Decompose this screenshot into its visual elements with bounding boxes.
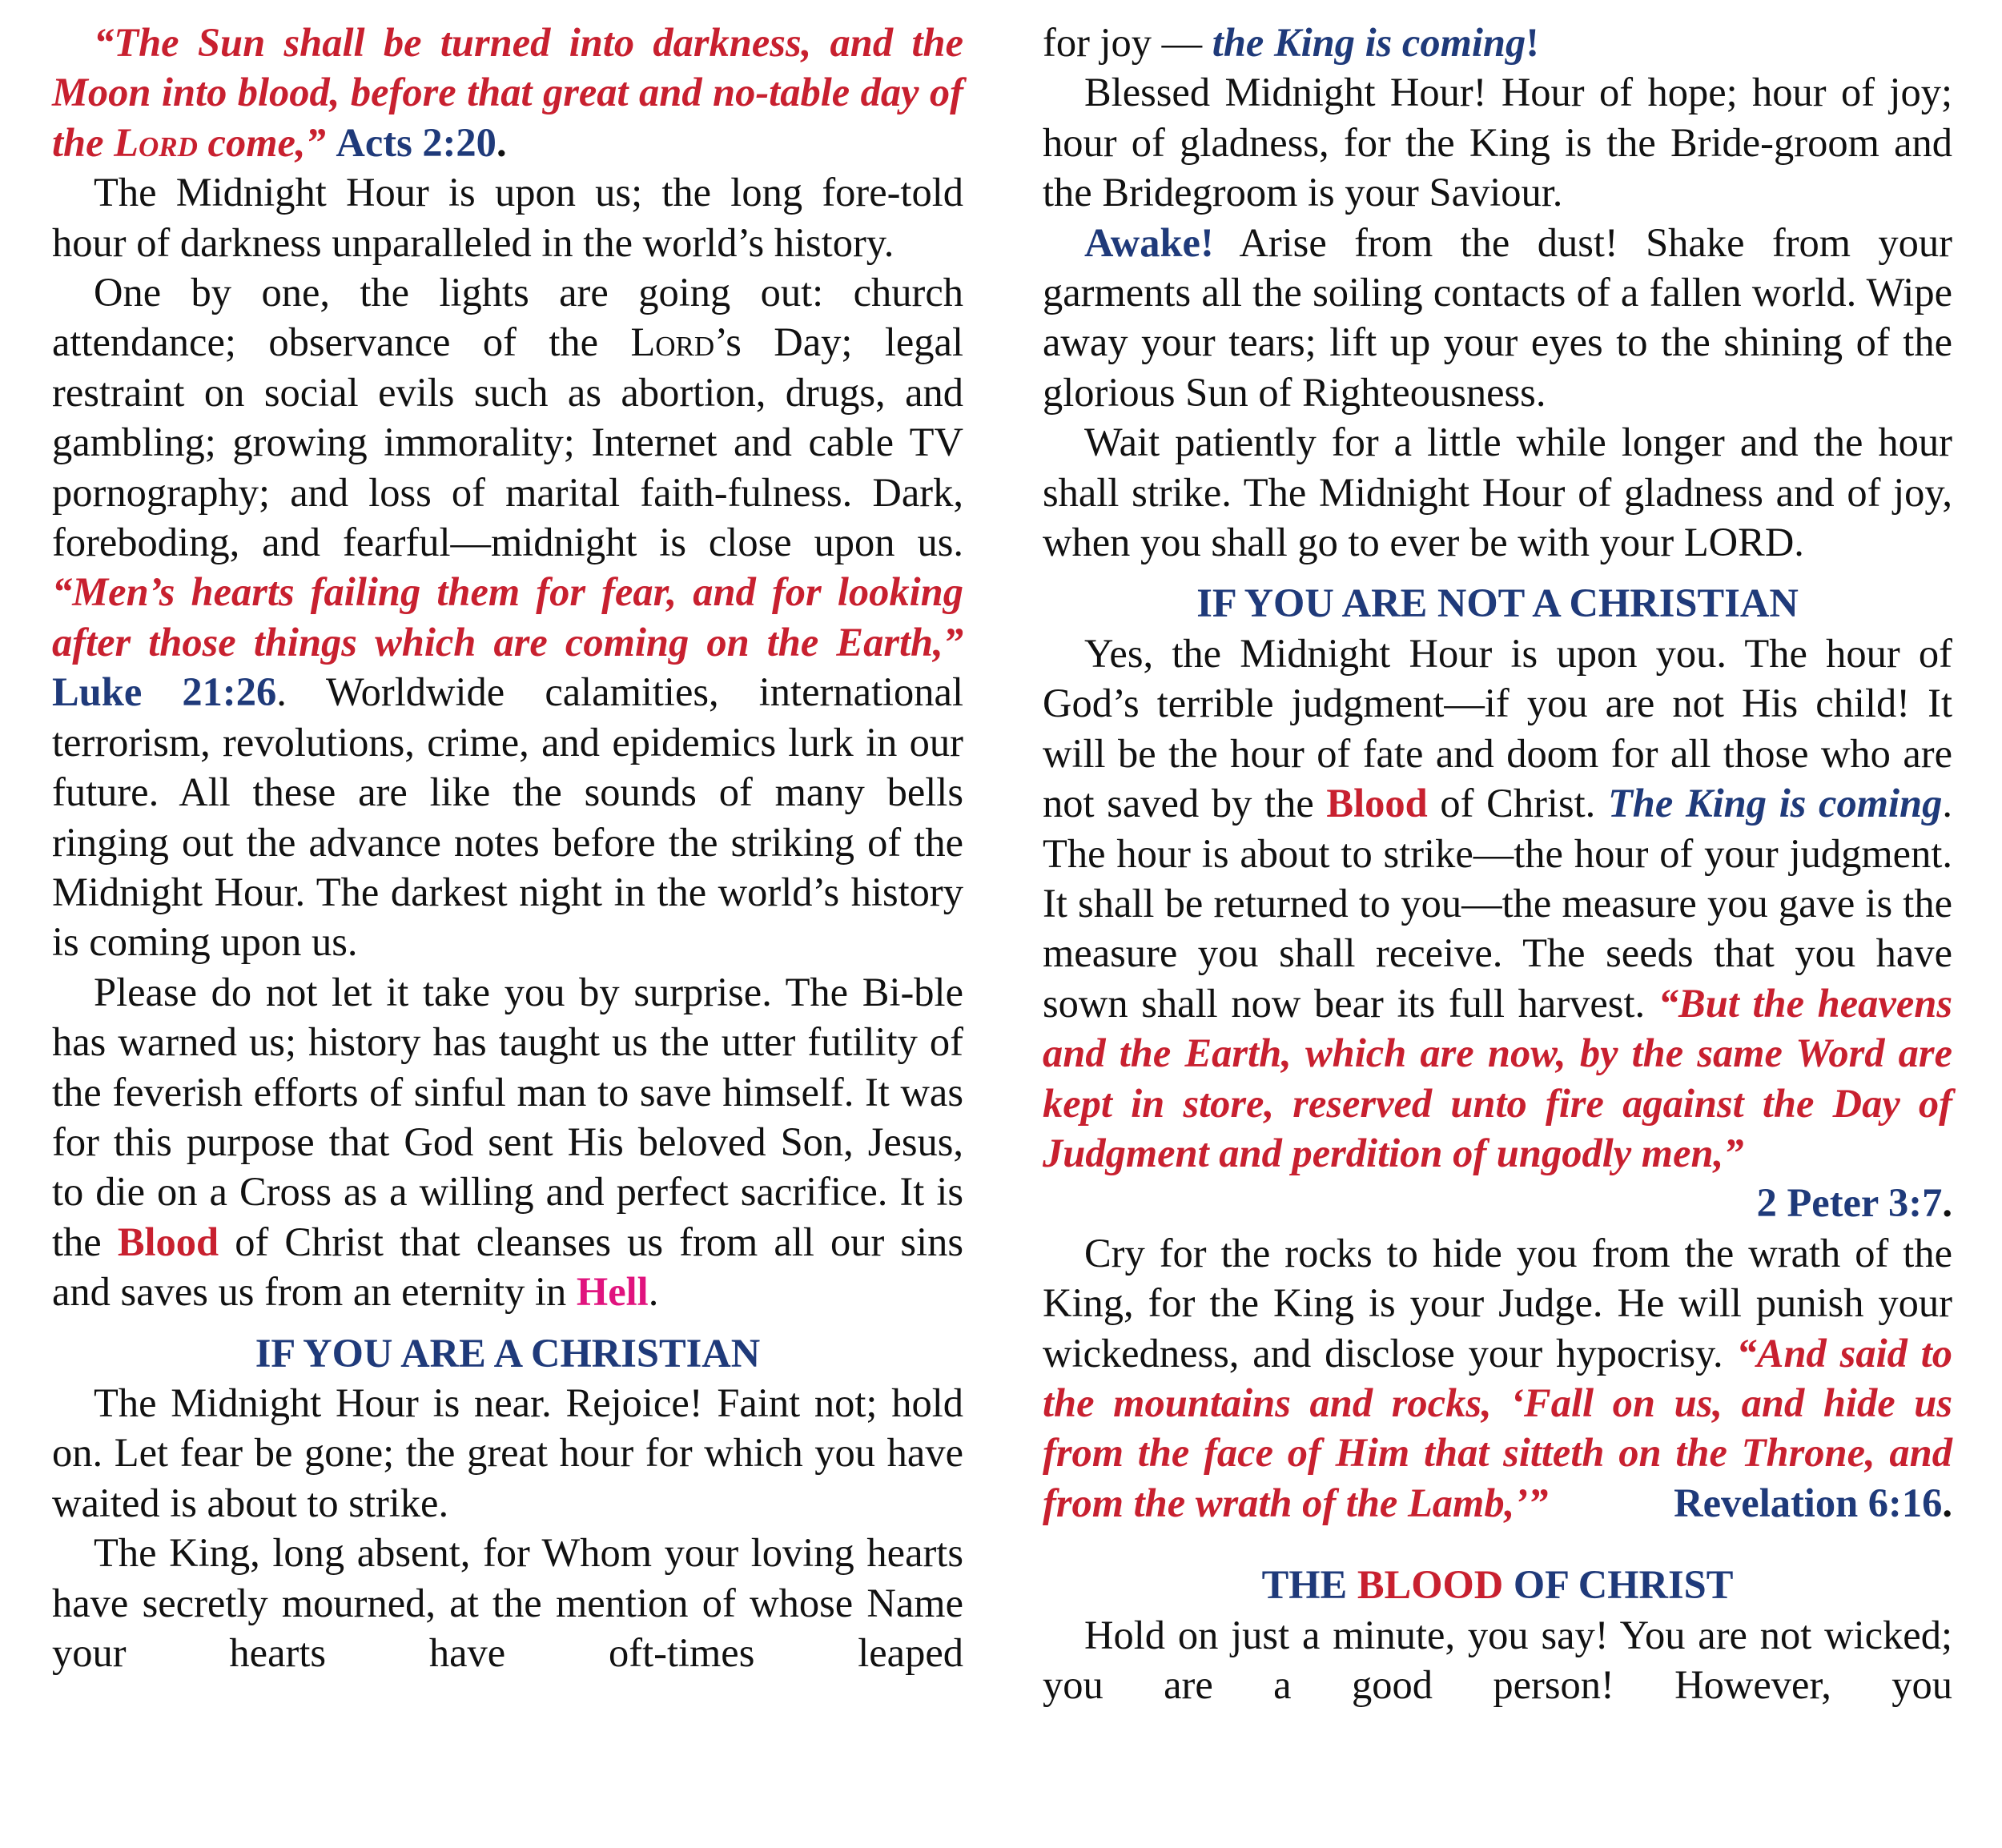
left-column <box>52 18 963 1677</box>
opening-scripture-paragraph: “The Sun shall be turned into darkness, and the Moon into blood, before that great and no-table day of the Lord come,” Acts 2:20. <box>52 20 963 165</box>
revelation-reference: Revelation 6:16 <box>1674 1480 1943 1525</box>
acts-quote: “The Sun shall be turned into darkness, and the Moon into blood, before that great and no-table day of the Lord come,” <box>52 20 963 165</box>
peter-reference: 2 Peter 3:7 <box>1756 1180 1943 1226</box>
king-absent-paragraph: The King, long absent, for Whom your loving hearts have secretly mourned, at the mention of whose Name your hearts have oft-times leaped <box>52 1530 963 1675</box>
judgment-paragraph: Yes, the Midnight Hour is upon you. The hour of God’s terrible judgment—if you are not His child! It will be the hour of fate and doom for all those who are not saved by the Blood of Christ. The King is coming. The hour is about to strike—the hour of your judgment. It shall be returned to you—the measure you gave is the measure you shall receive. The seeds that you have sown shall now bear its full harvest. “But the heavens and the Earth, which are now, by the same Word are kept in store, reserved unto fire against the Day of Judgment and perdition of ungodly men,” <box>1043 630 1952 1175</box>
acts-reference: Acts 2:20 <box>336 119 496 165</box>
wait-patiently-paragraph: Wait patiently for a little while longer and the hour shall strike. The Midnight Hour of gladness and of joy, when you shall go to ever be with your LORD. <box>1043 420 1952 565</box>
rocks-paragraph: Cry for the rocks to hide you from the wrath of the King, for the King is your Judge. He will punish your wickedness, and disclose your hypocrisy. “And said to the mountains and rocks, ‘Fall on us, and hide us from the face of Him that sitteth on the Throne, and from the wrath of the Lamb,’” Revelation 6:16. <box>1043 1230 1953 1525</box>
lights-going-out-paragraph: One by one, the lights are going out: church attendance; observance of the Lord’s Day; legal restraint on social evils such as abortion, drugs, and gambling; growing immorality; Internet and cable TV pornography; and loss of marital faith-fulness. Dark, foreboding, and fearful—midnight is close upon us. “Men’s hearts failing them for fear, and for looking after those things which are coming on the Earth,” Luke 21:26. Worldwide calamities, international terrorism, revolutions, crime, and epidemics lurk in our future. All these are like the sounds of many bells ringing out the advance notes before the striking of the Midnight Hour. The darkest night in the world’s history is coming upon us. <box>52 270 963 965</box>
hell-word: Hell <box>576 1269 649 1315</box>
awake-word: Awake! <box>1084 219 1214 265</box>
rejoice-paragraph: The Midnight Hour is near. Rejoice! Faint not; hold on. Let fear be gone; the great hour for which you have waited is about to strike. <box>52 1380 963 1525</box>
blessed-hour-paragraph: Blessed Midnight Hour! Hour of hope; hour of joy; hour of gladness, for the King is the Bride-groom and the Bridegroom is your Saviour. <box>1043 70 1952 215</box>
king-is-coming-phrase: the King is coming <box>1212 20 1526 65</box>
heading-if-not-christian: IF YOU ARE NOT A CHRISTIAN <box>1196 581 1799 626</box>
blood-word: Blood <box>117 1219 219 1264</box>
surprise-paragraph: Please do not let it take you by surprise. The Bi-ble has warned us; history has taught us the utter futility of the feverish efforts of sinful man to save himself. It was for this purpose that God sent His beloved Son, Jesus, to die on a Cross as a willing and perfect sacrifice. It is the Blood of Christ that cleanses us from all our sins and saves us from an eternity in Hell. <box>52 969 963 1315</box>
king-is-coming-phrase-2: The King is coming <box>1607 781 1943 826</box>
good-person-paragraph: Hold on just a minute, you say! You are not wicked; you are a good person! However, you <box>1043 1612 1952 1707</box>
blood-word-right: Blood <box>1326 781 1428 826</box>
awake-paragraph: Awake! Arise from the dust! Shake from your garments all the soiling contacts of a fallen world. Wipe away your tears; lift up your eyes to the shining of the glorious Sun of Righteousness. <box>1043 219 1952 415</box>
midnight-hour-paragraph: The Midnight Hour is upon us; the long fore-told hour of darkness unparalleled in the world’s history. <box>52 170 963 265</box>
luke-reference: Luke 21:26 <box>52 669 277 715</box>
luke-quote: “Men’s hearts failing them for fear, and for looking after those things which are coming on the Earth,” <box>52 569 963 665</box>
peter-quote: “But the heavens and the Earth, which are now, by the same Word are kept in store, reserved unto fire against the Day of Judgment and perdition of ungodly men,” <box>1043 980 1952 1175</box>
revelation-quote: “And said to the mountains and rocks, ‘Fall on us, and hide us from the face of Him that sitteth on the Throne, and from the wrath of the Lamb,’” <box>1043 1330 1953 1525</box>
heading-if-christian: IF YOU ARE A CHRISTIAN <box>255 1330 761 1376</box>
right-column <box>1043 18 1952 1709</box>
heading-blood-of-christ: THE BLOOD OF CHRIST <box>1261 1562 1734 1608</box>
king-coming-continuation: for joy — the King is coming! <box>1043 20 1540 65</box>
peter-reference-line: 2 Peter 3:7. <box>1756 1180 1952 1226</box>
